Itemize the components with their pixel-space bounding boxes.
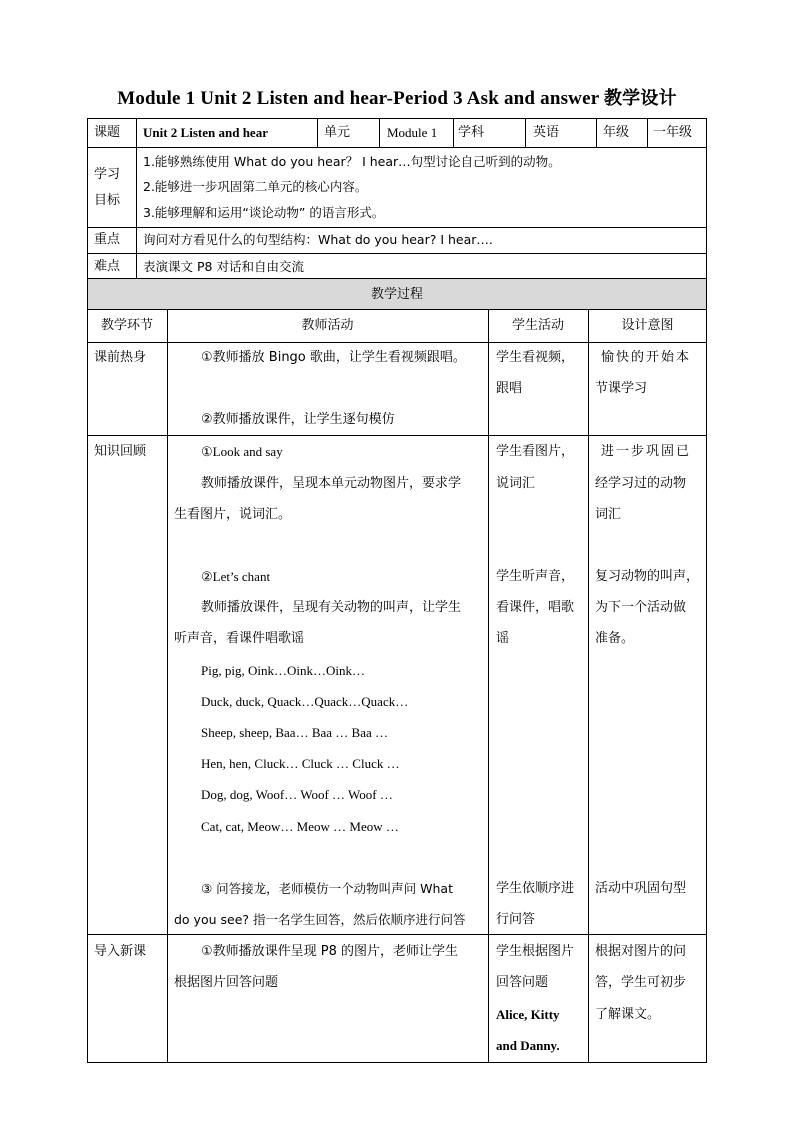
objective-item: 2.能够进一步巩固第二单元的核心内容。 xyxy=(143,179,368,194)
review-student-chant: 看课件，唱歌 xyxy=(496,600,575,615)
review-qa-line: do you see? 指一名学生回答，然后依顺序进行问答 xyxy=(174,912,466,927)
review-student-qa: 学生依顺序进 xyxy=(496,881,575,896)
intro-intent: 了解课文。 xyxy=(595,1007,661,1022)
review-intent-qa: 活动中巩固句型 xyxy=(595,881,687,896)
chant-lyric: Pig, pig, Oink…Oink…Oink… xyxy=(201,663,365,678)
title-cn: 教学设计 xyxy=(603,88,677,109)
chant-lyric: Sheep, sheep, Baa… Baa … Baa … xyxy=(201,725,389,740)
intro-intent: 答，学生可初步 xyxy=(595,975,687,990)
page-title xyxy=(0,84,794,110)
stage-warmup: 课前热身 xyxy=(94,350,147,365)
review-student-chant: 学生听声音， xyxy=(496,569,575,584)
info-table xyxy=(87,118,707,279)
objective-item: 3.能够理解和运用“谈论动物” 的语言形式。 xyxy=(143,205,385,220)
review-intent-chant: 复习动物的叫声， xyxy=(595,569,700,584)
col-header-student: 学生活动 xyxy=(511,318,564,333)
intro-student-names: Alice, Kitty xyxy=(496,1007,560,1022)
subject-value: 英语 xyxy=(533,125,560,140)
review-intent-look: 进一步巩固已 xyxy=(601,444,692,459)
intro-teacher-line: ①教师播放课件呈现 P8 的图片，老师让学生 xyxy=(201,944,459,959)
label-key-point: 重点 xyxy=(94,232,121,247)
label-subject: 学科 xyxy=(458,125,485,140)
review-intent-chant: 准备。 xyxy=(595,631,635,646)
title-en: Module 1 Unit 2 Listen and hear-Period 3 Ask and answer xyxy=(117,88,604,109)
label-difficulty: 难点 xyxy=(94,259,121,274)
chant-lyric: Hen, hen, Cluck… Cluck … Cluck … xyxy=(201,756,400,771)
review-intent-look: 词汇 xyxy=(595,507,622,522)
warmup-intent-2: 节课学习 xyxy=(595,381,648,396)
label-topic: 课题 xyxy=(94,125,121,140)
review-student-chant: 谣 xyxy=(496,631,510,646)
review-look-line: 教师播放课件，呈现本单元动物图片，要求学 xyxy=(201,476,462,491)
difficulty-text: 表演课文 P8 对话和自由交流 xyxy=(143,259,304,274)
intro-teacher-line: 根据图片回答问题 xyxy=(174,975,279,990)
chant-lyric: Cat, cat, Meow… Meow … Meow … xyxy=(201,819,399,834)
objective-item: 1.能够熟练使用 What do you hear？ I hear…句型讨论自己听到的动物。 xyxy=(143,154,561,169)
label-grade: 年级 xyxy=(603,125,630,140)
review-chant-line: 教师播放课件，呈现有关动物的叫声，让学生 xyxy=(201,600,462,615)
review-intent-chant: 为下一个活动做 xyxy=(595,600,687,615)
col-header-teacher: 教师活动 xyxy=(301,318,354,333)
topic-value: Unit 2 Listen and hear xyxy=(143,125,268,140)
intro-student: 学生根据图片 xyxy=(496,944,575,959)
intro-student: 回答问题 xyxy=(496,975,549,990)
process-title: 教学过程 xyxy=(370,287,423,302)
label-objectives-1: 学习 xyxy=(94,167,121,182)
intro-student-names: and Danny. xyxy=(496,1038,560,1053)
warmup-teacher-2: ②教师播放课件，让学生逐句模仿 xyxy=(201,412,395,427)
chant-lyric: Duck, duck, Quack…Quack…Quack… xyxy=(201,694,409,709)
key-point-text: 询问对方看见什么的句型结构：What do you hear? I hear…. xyxy=(143,232,493,247)
warmup-student-1: 学生看视频， xyxy=(496,350,575,365)
review-student-qa: 行问答 xyxy=(496,912,536,927)
stage-review: 知识回顾 xyxy=(94,444,147,459)
warmup-student-2: 跟唱 xyxy=(496,381,523,396)
label-objectives-2: 目标 xyxy=(94,193,121,208)
review-chant-line: 听声音，看课件唱歌谣 xyxy=(174,631,305,646)
stage-intro: 导入新课 xyxy=(94,944,147,959)
review-look-line: 生看图片，说词汇。 xyxy=(174,507,292,522)
col-header-stage: 教学环节 xyxy=(100,318,153,333)
label-unit: 单元 xyxy=(324,125,351,140)
review-student-look: 说词汇 xyxy=(496,476,536,491)
review-chant-title: ②Let’s chant xyxy=(201,569,271,584)
warmup-teacher-1: ①教师播放 Bingo 歌曲，让学生看视频跟唱。 xyxy=(201,350,466,365)
review-student-look: 学生看图片， xyxy=(496,444,575,459)
unit-value: Module 1 xyxy=(387,125,438,140)
warmup-intent-1: 愉快的开始本 xyxy=(601,350,692,365)
chant-lyric: Dog, dog, Woof… Woof … Woof … xyxy=(201,787,393,802)
review-look-title: ①Look and say xyxy=(201,444,283,459)
intro-intent: 根据对图片的问 xyxy=(595,944,687,959)
grade-value: 一年级 xyxy=(653,125,693,140)
col-header-intent: 设计意图 xyxy=(621,318,674,333)
review-qa-line: ③ 问答接龙，老师模仿一个动物叫声问 What xyxy=(201,881,453,896)
review-intent-look: 经学习过的动物 xyxy=(595,476,687,491)
